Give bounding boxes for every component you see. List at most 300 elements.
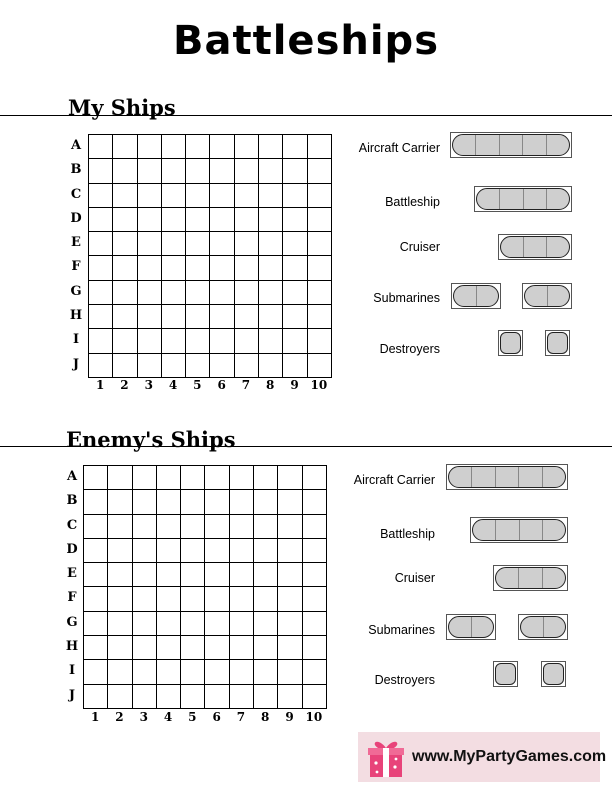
grid-cell[interactable] bbox=[303, 490, 327, 514]
grid-cell[interactable] bbox=[205, 587, 229, 611]
grid-cell[interactable] bbox=[205, 490, 229, 514]
col-label: 4 bbox=[163, 710, 173, 724]
row-label: G bbox=[70, 283, 82, 299]
grid-cell[interactable] bbox=[254, 660, 278, 684]
grid-cell[interactable] bbox=[254, 685, 278, 709]
grid-cell[interactable] bbox=[210, 329, 234, 353]
grid-cell[interactable] bbox=[259, 329, 283, 353]
grid-cell[interactable] bbox=[308, 256, 332, 280]
grid-cell[interactable] bbox=[89, 256, 113, 280]
hull-segment bbox=[543, 467, 565, 487]
grid-cell[interactable] bbox=[108, 539, 132, 563]
grid-cell[interactable] bbox=[308, 354, 332, 378]
row-label: B bbox=[66, 493, 78, 509]
destroyer-ship bbox=[498, 330, 523, 356]
grid-cell[interactable] bbox=[181, 587, 205, 611]
ship-hull bbox=[547, 332, 568, 354]
row-label: H bbox=[69, 308, 83, 324]
grid-cell[interactable] bbox=[283, 208, 307, 232]
grid-cell[interactable] bbox=[157, 612, 181, 636]
hull-segment bbox=[501, 333, 520, 353]
grid-cell[interactable] bbox=[235, 159, 259, 183]
ship-label-aircraft-carrier: Aircraft Carrier bbox=[358, 141, 440, 155]
grid-cell[interactable] bbox=[230, 636, 254, 660]
grid-cell[interactable] bbox=[186, 159, 210, 183]
grid-cell[interactable] bbox=[89, 208, 113, 232]
grid-cell[interactable] bbox=[157, 636, 181, 660]
col-label: 5 bbox=[193, 378, 202, 392]
grid-cell[interactable] bbox=[162, 329, 186, 353]
row-label: F bbox=[67, 590, 77, 606]
grid-cell[interactable] bbox=[138, 159, 162, 183]
col-label: 7 bbox=[236, 710, 246, 724]
submarine-ship bbox=[522, 283, 572, 309]
submarine-ship bbox=[446, 614, 496, 640]
grid-cell[interactable] bbox=[181, 685, 205, 709]
hull-segment bbox=[543, 520, 565, 540]
grid-cell[interactable] bbox=[278, 515, 302, 539]
grid-cell[interactable] bbox=[113, 329, 137, 353]
grid-cell[interactable] bbox=[133, 612, 157, 636]
grid-cell[interactable] bbox=[157, 587, 181, 611]
ship-hull bbox=[524, 285, 570, 307]
grid-cell[interactable] bbox=[308, 208, 332, 232]
hull-segment bbox=[477, 286, 499, 306]
row-label: B bbox=[70, 162, 82, 178]
grid-cell[interactable] bbox=[210, 354, 234, 378]
aircraft-carrier-ship bbox=[450, 132, 572, 158]
ship-label-submarines: Submarines bbox=[373, 291, 440, 305]
grid-cell[interactable] bbox=[278, 466, 302, 490]
col-label: 3 bbox=[144, 378, 153, 392]
grid-cell[interactable] bbox=[254, 539, 278, 563]
grid-cell[interactable] bbox=[138, 329, 162, 353]
hull-segment bbox=[520, 520, 543, 540]
grid-cell[interactable] bbox=[162, 232, 186, 256]
grid-cell[interactable] bbox=[89, 184, 113, 208]
grid-cell[interactable] bbox=[303, 587, 327, 611]
grid-cell[interactable] bbox=[230, 660, 254, 684]
row-label: J bbox=[72, 356, 80, 372]
grid-cell[interactable] bbox=[283, 135, 307, 159]
grid-cell[interactable] bbox=[259, 159, 283, 183]
col-label: 9 bbox=[290, 378, 299, 392]
row-label: E bbox=[67, 566, 77, 582]
grid-cell[interactable] bbox=[138, 135, 162, 159]
grid-cell[interactable] bbox=[89, 329, 113, 353]
grid-cell[interactable] bbox=[84, 685, 108, 709]
grid-cell[interactable] bbox=[205, 685, 229, 709]
grid-cell[interactable] bbox=[138, 305, 162, 329]
hull-segment bbox=[501, 237, 524, 257]
grid-cell[interactable] bbox=[108, 685, 132, 709]
grid-cell[interactable] bbox=[162, 281, 186, 305]
grid-cell[interactable] bbox=[84, 563, 108, 587]
ship-hull bbox=[500, 332, 521, 354]
grid-cell[interactable] bbox=[84, 636, 108, 660]
grid-cell[interactable] bbox=[259, 135, 283, 159]
grid-cell[interactable] bbox=[84, 612, 108, 636]
grid-cell[interactable] bbox=[230, 515, 254, 539]
grid-cell[interactable] bbox=[181, 539, 205, 563]
grid-cell[interactable] bbox=[108, 660, 132, 684]
enemy-ships-grid[interactable] bbox=[83, 465, 327, 709]
grid-cell[interactable] bbox=[283, 159, 307, 183]
divider bbox=[0, 446, 612, 447]
grid-cell[interactable] bbox=[205, 660, 229, 684]
grid-cell[interactable] bbox=[162, 354, 186, 378]
col-label: 8 bbox=[261, 710, 270, 724]
grid-cell[interactable] bbox=[113, 184, 137, 208]
grid-cell[interactable] bbox=[138, 232, 162, 256]
grid-cell[interactable] bbox=[259, 184, 283, 208]
grid-cell[interactable] bbox=[157, 466, 181, 490]
hull-segment bbox=[454, 286, 477, 306]
grid-cell[interactable] bbox=[138, 281, 162, 305]
grid-cell[interactable] bbox=[186, 354, 210, 378]
grid-cell[interactable] bbox=[138, 184, 162, 208]
grid-cell[interactable] bbox=[138, 354, 162, 378]
grid-cell[interactable] bbox=[133, 685, 157, 709]
ship-label-submarines: Submarines bbox=[368, 623, 435, 637]
col-label: 2 bbox=[120, 378, 129, 392]
gift-box-icon bbox=[364, 735, 408, 779]
row-label: D bbox=[66, 541, 78, 557]
row-label: I bbox=[68, 663, 76, 679]
hull-segment bbox=[472, 617, 494, 637]
submarine-ship bbox=[518, 614, 568, 640]
grid-cell[interactable] bbox=[303, 636, 327, 660]
row-label: J bbox=[68, 687, 76, 703]
grid-cell[interactable] bbox=[254, 587, 278, 611]
ship-hull bbox=[495, 567, 566, 589]
grid-cell[interactable] bbox=[113, 305, 137, 329]
battleship-ship bbox=[474, 186, 572, 212]
grid-cell[interactable] bbox=[186, 208, 210, 232]
grid-cell[interactable] bbox=[133, 490, 157, 514]
grid-cell[interactable] bbox=[230, 539, 254, 563]
hull-segment bbox=[519, 568, 542, 588]
grid-cell[interactable] bbox=[186, 329, 210, 353]
grid-cell[interactable] bbox=[89, 305, 113, 329]
hull-segment bbox=[500, 189, 523, 209]
grid-cell[interactable] bbox=[108, 587, 132, 611]
grid-cell[interactable] bbox=[113, 354, 137, 378]
grid-cell[interactable] bbox=[181, 490, 205, 514]
ship-label-battleship: Battleship bbox=[385, 195, 440, 209]
cruiser-ship bbox=[498, 234, 572, 260]
grid-cell[interactable] bbox=[278, 490, 302, 514]
ship-hull bbox=[500, 236, 570, 258]
cruiser-ship bbox=[493, 565, 568, 591]
grid-cell[interactable] bbox=[235, 305, 259, 329]
grid-cell[interactable] bbox=[108, 563, 132, 587]
col-label: 7 bbox=[241, 378, 251, 392]
row-labels bbox=[68, 134, 84, 377]
grid-cell[interactable] bbox=[133, 515, 157, 539]
grid-cell[interactable] bbox=[186, 232, 210, 256]
row-label: A bbox=[66, 469, 78, 484]
ship-hull bbox=[448, 616, 494, 638]
grid-cell[interactable] bbox=[181, 660, 205, 684]
grid-cell[interactable] bbox=[254, 466, 278, 490]
grid-cell[interactable] bbox=[235, 232, 259, 256]
hull-segment bbox=[544, 664, 563, 684]
col-label: 4 bbox=[168, 378, 178, 392]
grid-cell[interactable] bbox=[205, 612, 229, 636]
col-label: 2 bbox=[115, 710, 124, 724]
col-label: 9 bbox=[285, 710, 294, 724]
grid-cell[interactable] bbox=[278, 636, 302, 660]
grid-cell[interactable] bbox=[113, 208, 137, 232]
grid-cell[interactable] bbox=[108, 515, 132, 539]
hull-segment bbox=[477, 189, 500, 209]
aircraft-carrier-ship bbox=[446, 464, 568, 490]
grid-cell[interactable] bbox=[254, 612, 278, 636]
grid-cell[interactable] bbox=[259, 305, 283, 329]
row-label: F bbox=[71, 259, 81, 275]
ship-label-cruiser: Cruiser bbox=[394, 571, 435, 585]
grid-cell[interactable] bbox=[108, 490, 132, 514]
hull-segment bbox=[544, 617, 566, 637]
row-label: C bbox=[70, 186, 82, 202]
ship-label-destroyers: Destroyers bbox=[379, 342, 440, 356]
grid-cell[interactable] bbox=[108, 612, 132, 636]
grid-cell[interactable] bbox=[113, 232, 137, 256]
grid-cell[interactable] bbox=[283, 281, 307, 305]
grid-cell[interactable] bbox=[230, 466, 254, 490]
grid-cell[interactable] bbox=[89, 281, 113, 305]
hull-segment bbox=[453, 135, 476, 155]
grid-cell[interactable] bbox=[157, 490, 181, 514]
col-label: 1 bbox=[90, 710, 100, 724]
grid-cell[interactable] bbox=[278, 660, 302, 684]
ship-hull bbox=[476, 188, 570, 210]
grid-cell[interactable] bbox=[162, 159, 186, 183]
grid-cell[interactable] bbox=[259, 281, 283, 305]
grid-cell[interactable] bbox=[283, 184, 307, 208]
grid-cell[interactable] bbox=[230, 563, 254, 587]
grid-cell[interactable] bbox=[84, 466, 108, 490]
grid-cell[interactable] bbox=[254, 636, 278, 660]
grid-cell[interactable] bbox=[278, 587, 302, 611]
grid-cell[interactable] bbox=[89, 354, 113, 378]
hull-segment bbox=[525, 286, 548, 306]
page-title: Battleships bbox=[173, 18, 439, 64]
grid-cell[interactable] bbox=[283, 354, 307, 378]
grid-cell[interactable] bbox=[205, 466, 229, 490]
grid-cell[interactable] bbox=[205, 563, 229, 587]
hull-segment bbox=[543, 568, 565, 588]
grid-cell[interactable] bbox=[157, 563, 181, 587]
ship-hull bbox=[452, 134, 570, 156]
grid-cell[interactable] bbox=[259, 232, 283, 256]
site-logo[interactable] bbox=[358, 732, 607, 782]
grid-cell[interactable] bbox=[157, 685, 181, 709]
grid-cell[interactable] bbox=[210, 135, 234, 159]
grid-cell[interactable] bbox=[138, 256, 162, 280]
ship-hull bbox=[520, 616, 566, 638]
grid-cell[interactable] bbox=[133, 466, 157, 490]
col-label: 1 bbox=[95, 378, 105, 392]
grid-cell[interactable] bbox=[186, 135, 210, 159]
hull-segment bbox=[548, 333, 567, 353]
grid-cell[interactable] bbox=[254, 490, 278, 514]
grid-cell[interactable] bbox=[210, 232, 234, 256]
grid-cell[interactable] bbox=[181, 466, 205, 490]
col-labels bbox=[83, 710, 326, 724]
grid-cell[interactable] bbox=[259, 256, 283, 280]
grid-cell[interactable] bbox=[89, 232, 113, 256]
grid-cell[interactable] bbox=[84, 490, 108, 514]
grid-cell[interactable] bbox=[205, 636, 229, 660]
grid-cell[interactable] bbox=[278, 612, 302, 636]
grid-cell[interactable] bbox=[133, 636, 157, 660]
grid-cell[interactable] bbox=[84, 587, 108, 611]
grid-cell[interactable] bbox=[181, 515, 205, 539]
row-labels bbox=[64, 465, 80, 708]
my-ships-heading: My Ships bbox=[68, 95, 176, 120]
grid-cell[interactable] bbox=[133, 660, 157, 684]
grid-cell[interactable] bbox=[278, 563, 302, 587]
grid-cell[interactable] bbox=[108, 636, 132, 660]
grid-cell[interactable] bbox=[205, 515, 229, 539]
grid-cell[interactable] bbox=[230, 490, 254, 514]
grid-cell[interactable] bbox=[230, 587, 254, 611]
grid-cell[interactable] bbox=[181, 563, 205, 587]
row-label: G bbox=[66, 614, 78, 630]
hull-segment bbox=[496, 520, 519, 540]
grid-cell[interactable] bbox=[133, 563, 157, 587]
hull-segment bbox=[524, 237, 547, 257]
grid-cell[interactable] bbox=[230, 685, 254, 709]
grid-cell[interactable] bbox=[162, 305, 186, 329]
grid-cell[interactable] bbox=[162, 208, 186, 232]
grid-cell[interactable] bbox=[283, 256, 307, 280]
grid-cell[interactable] bbox=[235, 184, 259, 208]
grid-cell[interactable] bbox=[210, 305, 234, 329]
hull-segment bbox=[547, 135, 569, 155]
hull-segment bbox=[496, 467, 519, 487]
grid-cell[interactable] bbox=[113, 159, 137, 183]
my-ships-grid[interactable] bbox=[88, 134, 332, 378]
grid-cell[interactable] bbox=[210, 256, 234, 280]
col-label: 8 bbox=[266, 378, 275, 392]
grid-cell[interactable] bbox=[254, 563, 278, 587]
grid-cell[interactable] bbox=[157, 515, 181, 539]
grid-cell[interactable] bbox=[210, 184, 234, 208]
grid-cell[interactable] bbox=[108, 466, 132, 490]
ship-hull bbox=[495, 663, 516, 685]
enemy-ships-heading: Enemy's Ships bbox=[66, 427, 236, 452]
grid-cell[interactable] bbox=[235, 135, 259, 159]
grid-cell[interactable] bbox=[186, 184, 210, 208]
grid-cell[interactable] bbox=[303, 685, 327, 709]
grid-cell[interactable] bbox=[157, 539, 181, 563]
col-label: 3 bbox=[139, 710, 148, 724]
grid-cell[interactable] bbox=[113, 281, 137, 305]
grid-cell[interactable] bbox=[235, 281, 259, 305]
site-url: www.MyPartyGames.com bbox=[412, 748, 607, 765]
grid-cell[interactable] bbox=[303, 539, 327, 563]
grid-cell[interactable] bbox=[162, 135, 186, 159]
grid-cell[interactable] bbox=[84, 539, 108, 563]
row-label: I bbox=[72, 332, 80, 348]
grid-cell[interactable] bbox=[89, 135, 113, 159]
col-label: 10 bbox=[305, 710, 323, 724]
hull-segment bbox=[496, 664, 515, 684]
grid-cell[interactable] bbox=[205, 539, 229, 563]
hull-segment bbox=[472, 467, 495, 487]
grid-cell[interactable] bbox=[235, 256, 259, 280]
grid-cell[interactable] bbox=[210, 208, 234, 232]
grid-cell[interactable] bbox=[84, 660, 108, 684]
grid-cell[interactable] bbox=[186, 281, 210, 305]
hull-segment bbox=[519, 467, 542, 487]
grid-cell[interactable] bbox=[89, 159, 113, 183]
ship-label-aircraft-carrier: Aircraft Carrier bbox=[353, 473, 435, 487]
grid-cell[interactable] bbox=[235, 329, 259, 353]
grid-cell[interactable] bbox=[138, 208, 162, 232]
grid-cell[interactable] bbox=[235, 354, 259, 378]
hull-segment bbox=[449, 617, 472, 637]
grid-cell[interactable] bbox=[278, 539, 302, 563]
grid-cell[interactable] bbox=[283, 305, 307, 329]
grid-cell[interactable] bbox=[186, 256, 210, 280]
grid-cell[interactable] bbox=[308, 305, 332, 329]
hull-segment bbox=[521, 617, 544, 637]
grid-cell[interactable] bbox=[133, 587, 157, 611]
grid-cell[interactable] bbox=[133, 539, 157, 563]
ship-hull bbox=[448, 466, 566, 488]
row-label: D bbox=[70, 210, 82, 226]
col-label: 5 bbox=[188, 710, 197, 724]
grid-cell[interactable] bbox=[259, 354, 283, 378]
grid-cell[interactable] bbox=[157, 660, 181, 684]
ship-hull bbox=[543, 663, 564, 685]
grid-cell[interactable] bbox=[113, 135, 137, 159]
grid-cell[interactable] bbox=[283, 232, 307, 256]
grid-cell[interactable] bbox=[283, 329, 307, 353]
submarine-ship bbox=[451, 283, 501, 309]
col-label: 6 bbox=[212, 710, 221, 724]
grid-cell[interactable] bbox=[308, 159, 332, 183]
grid-cell[interactable] bbox=[210, 281, 234, 305]
grid-cell[interactable] bbox=[210, 159, 234, 183]
grid-cell[interactable] bbox=[181, 636, 205, 660]
destroyer-ship bbox=[541, 661, 566, 687]
hull-segment bbox=[523, 135, 546, 155]
col-labels bbox=[88, 378, 331, 392]
ship-label-destroyers: Destroyers bbox=[374, 673, 435, 687]
grid-cell[interactable] bbox=[230, 612, 254, 636]
grid-cell[interactable] bbox=[181, 612, 205, 636]
battleship-ship bbox=[470, 517, 568, 543]
hull-segment bbox=[449, 467, 472, 487]
ship-label-cruiser: Cruiser bbox=[399, 240, 440, 254]
grid-cell[interactable] bbox=[186, 305, 210, 329]
divider bbox=[0, 115, 612, 116]
grid-cell[interactable] bbox=[162, 184, 186, 208]
grid-cell[interactable] bbox=[84, 515, 108, 539]
grid-cell[interactable] bbox=[254, 515, 278, 539]
grid-cell[interactable] bbox=[278, 685, 302, 709]
grid-cell[interactable] bbox=[113, 256, 137, 280]
grid-cell[interactable] bbox=[162, 256, 186, 280]
grid-cell[interactable] bbox=[235, 208, 259, 232]
hull-segment bbox=[547, 189, 569, 209]
grid-cell[interactable] bbox=[259, 208, 283, 232]
